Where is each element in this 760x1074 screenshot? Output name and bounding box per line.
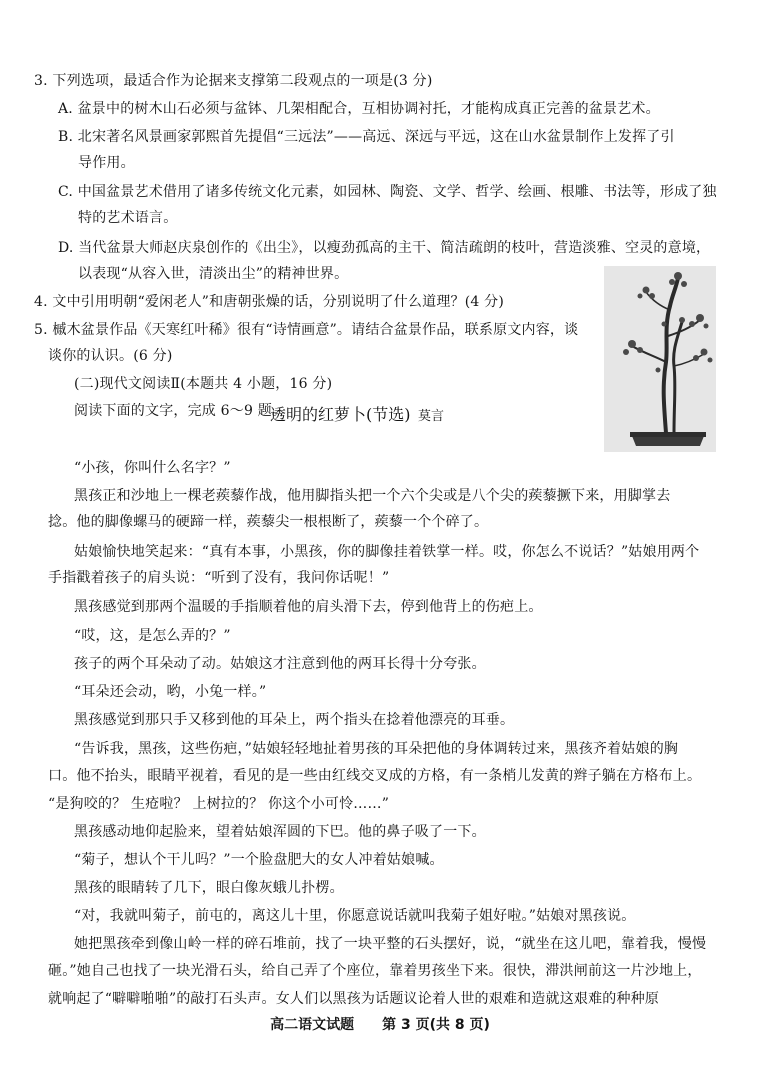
question-5-cont: 谈你的认识。(6 分) — [48, 348, 173, 364]
paragraph-line: “是狗咬的？ 生疮啦？ 上树拉的？ 你这个小可怜……” — [48, 796, 390, 812]
question-3-option-c-cont: 特的艺术语言。 — [78, 210, 178, 226]
bonsai-tree-photo-icon — [604, 266, 716, 452]
question-3-option-d-cont: 以表现“从容入世，清淡出尘”的精神世界。 — [78, 266, 349, 282]
paragraph-line: 孩子的两个耳朵动了动。姑娘这才注意到他的两耳长得十分夸张。 — [74, 656, 486, 672]
question-3-option-b: B. 北宋著名风景画家郭熙首先提倡“三远法”——高远、深远与平远，这在山水盆景制作上发挥了引 — [58, 129, 675, 145]
paragraph-line: 她把黑孩牵到像山岭一样的碎石堆前，找了一块平整的石头摆好，说，“就坐在这儿吧，靠着我，慢慢 — [74, 936, 707, 952]
paragraph-line: 捻。他的脚像螺马的硬蹄一样，蒺藜尖一根根断了，蒺藜一个个碎了。 — [48, 514, 489, 530]
article-author: 莫言 — [418, 409, 445, 424]
paragraph-line: “对，我就叫菊子，前屯的，离这儿十里，你愿意说话就叫我菊子姐好啦。”姑娘对黑孩说。 — [74, 908, 636, 924]
paragraph-line: 砸。”她自己也找了一块光滑石头，给自己弄了个座位，靠着男孩坐下来。很快，滞洪闸前这一片沙地上， — [48, 963, 702, 979]
section-instruction: 阅读下面的文字，完成 6～9 题。 — [74, 403, 287, 419]
question-3-stem: 3. 下列选项，最适合作为论据来支撑第二段观点的一项是(3 分) — [34, 73, 433, 89]
page-footer: 高二语文试题 第 3 页(共 8 页) — [270, 1017, 490, 1033]
paragraph-line: 黑孩感动地仰起脸来，望着姑娘浑圆的下巴。他的鼻子吸了一下。 — [74, 824, 486, 840]
paragraph-line: 黑孩的眼睛转了几下，眼白像灰蛾儿扑楞。 — [74, 880, 344, 896]
paragraph-line: 就响起了“噼噼啪啪”的敲打石头声。女人们以黑孩为话题议论着人世的艰难和造就这艰难的种种原 — [48, 991, 660, 1007]
question-3-option-d: D. 当代盆景大师赵庆泉创作的《出尘》，以瘦劲孤高的主干、简洁疏朗的枝叶，营造淡雅、空灵的意境， — [58, 240, 711, 256]
paragraph-line: 黑孩正和沙地上一棵老蒺藜作战，他用脚指头把一个六个尖或是八个尖的蒺藜撅下来，用脚掌去 — [74, 488, 671, 504]
paragraph-line: “耳朵还会动，哟，小兔一样。” — [74, 684, 267, 700]
paragraph-line: 口。他不抬头，眼睛平视着，看见的是一些由红线交叉成的方格，有一条梢儿发黄的辫子躺在方格布上。 — [48, 768, 702, 784]
question-4: 4. 文中引用明朝“爱闲老人”和唐朝张燥的话，分别说明了什么道理？(4 分) — [34, 294, 505, 310]
paragraph-line: “小孩，你叫什么名字？” — [74, 460, 231, 476]
paragraph-line: 黑孩感觉到那两个温暖的手指顺着他的肩头滑下去，停到他背上的伤疤上。 — [74, 599, 543, 615]
section-heading: (二)现代文阅读Ⅱ(本题共 4 小题，16 分) — [74, 376, 333, 392]
paragraph-line: 手指戳着孩子的肩头说：“听到了没有，我问你话呢！” — [48, 570, 390, 586]
article-title: 透明的红萝卜(节选) — [270, 405, 411, 424]
question-3-option-c: C. 中国盆景艺术借用了诸多传统文化元素，如园林、陶瓷、文学、哲学、绘画、根雕、书法等，形成了独 — [58, 184, 717, 200]
question-3-option-b-cont: 导作用。 — [78, 155, 135, 171]
paragraph-line: 姑娘愉快地笑起来：“真有本事，小黑孩，你的脚像挂着铁掌一样。哎，你怎么不说话？”姑娘用两个 — [74, 544, 700, 560]
question-5: 5. 槭木盆景作品《天寒红叶稀》很有“诗情画意”。请结合盆景作品，联系原文内容，谈 — [34, 322, 579, 338]
paragraph-line: 黑孩感觉到那只手又移到他的耳朵上，两个指头在捻着他漂亮的耳垂。 — [74, 712, 515, 728]
question-3-option-a: A. 盆景中的树木山石必须与盆钵、几架相配合，互相协调衬托，才能构成真正完善的盆景艺术。 — [58, 101, 660, 117]
paragraph-line: “菊子，想认个干儿吗？”一个脸盘肥大的女人冲着姑娘喊。 — [74, 852, 444, 868]
paragraph-line: “告诉我，黑孩，这些伤疤，”姑娘轻轻地扯着男孩的耳朵把他的身体调转过来，黑孩齐着姑娘的胸 — [74, 741, 679, 757]
paragraph-line: “哎，这，是怎么弄的？” — [74, 628, 231, 644]
